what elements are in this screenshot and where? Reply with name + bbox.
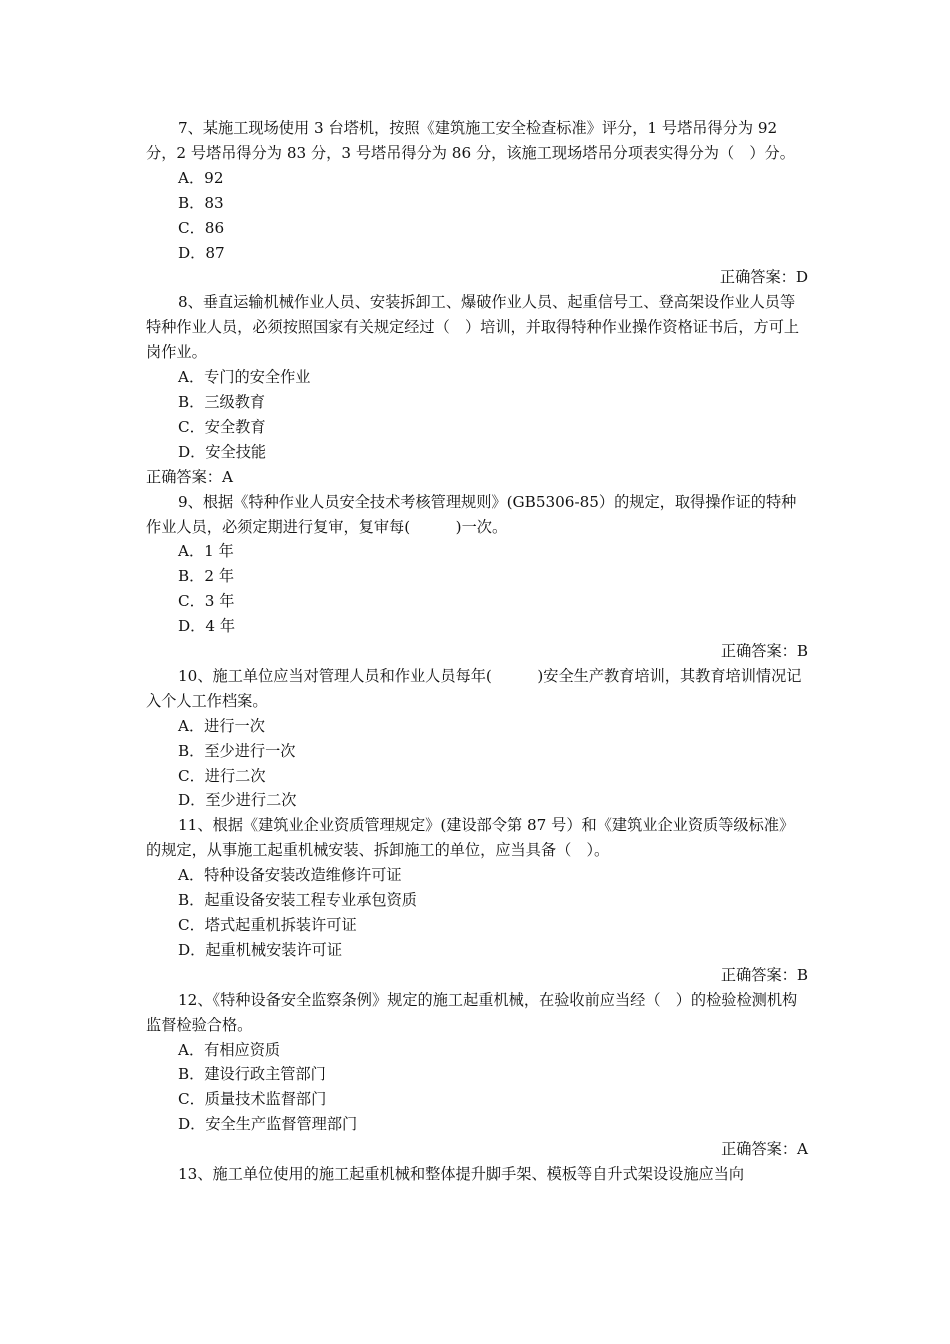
- option-b: B．至少进行一次: [178, 741, 296, 760]
- option-c: C．质量技术监督部门: [178, 1090, 327, 1109]
- option-a: A．进行一次: [178, 716, 265, 735]
- option-c: C．3 年: [178, 592, 235, 611]
- option-b: B．建设行政主管部门: [178, 1065, 326, 1084]
- answer-7: 正确答案：D: [719, 268, 808, 287]
- option-a: A．1 年: [178, 542, 234, 561]
- document-page: [146, 116, 808, 1187]
- option-d: D．安全生产监督管理部门: [178, 1115, 358, 1134]
- question-11: 11、根据《建筑业企业资质管理规定》(建设部令第 87 号）和《建筑业企业资质等级标准》的规定，从事施工起重机械安装、拆卸施工的单位，应当具备（ ）。: [146, 816, 795, 860]
- option-d: D．4 年: [178, 617, 236, 636]
- answer-8: 正确答案：A: [146, 467, 233, 486]
- option-b: B．2 年: [178, 567, 235, 586]
- option-d: D．起重机械安装许可证: [178, 940, 343, 959]
- question-7: 7、某施工现场使用 3 台塔机，按照《建筑施工安全检查标准》评分，1 号塔吊得分为 92 分，2 号塔吊得分为 83 分，3 号塔吊得分为 86 分，该施工现场塔吊分项表实得分为（ ）分。: [146, 119, 795, 162]
- answer-9: 正确答案：B: [720, 642, 808, 661]
- option-b: B．三级教育: [178, 392, 266, 411]
- question-13: 13、施工单位使用的施工起重机械和整体提升脚手架、模板等自升式架设设施应当向: [178, 1165, 745, 1184]
- option-d: D．87: [178, 243, 225, 262]
- option-c: C．进行二次: [178, 766, 266, 785]
- option-d: D．安全技能: [178, 442, 267, 461]
- question-12: 12、《特种设备安全监察条例》规定的施工起重机械，在验收前应当经（ ）的检验检测机构监督检验合格。: [146, 990, 798, 1034]
- question-10: 10、施工单位应当对管理人员和作业人员每年( )安全生产教育培训，其教育培训情况记入个人工作档案。: [146, 666, 802, 710]
- option-c: C．86: [178, 218, 225, 237]
- option-a: A．特种设备安装改造维修许可证: [178, 866, 402, 885]
- option-a: A．有相应资质: [178, 1040, 281, 1059]
- question-8: 8、垂直运输机械作业人员、安装拆卸工、爆破作业人员、起重信号工、登高架设作业人员等特种作业人员，必须按照国家有关规定经过（ ）培训，并取得特种作业操作资格证书后，方可上岗作业。: [146, 293, 800, 362]
- question-9: 9、根据《特种作业人员安全技术考核管理规则》(GB5306-85）的规定，取得操作证的特种作业人员，必须定期进行复审，复审每( )一次。: [146, 492, 797, 536]
- option-a: A．专门的安全作业: [178, 368, 311, 387]
- option-c: C．塔式起重机拆装许可证: [178, 916, 357, 934]
- answer-11: 正确答案：B: [720, 965, 808, 984]
- option-d: D．至少进行二次: [178, 791, 297, 810]
- option-c: C．安全教育: [178, 417, 266, 436]
- option-b: B．起重设备安装工程专业承包资质: [178, 891, 417, 910]
- option-b: B．83: [178, 193, 224, 212]
- option-a: A．92: [178, 168, 224, 187]
- answer-12: 正确答案：A: [721, 1140, 808, 1159]
